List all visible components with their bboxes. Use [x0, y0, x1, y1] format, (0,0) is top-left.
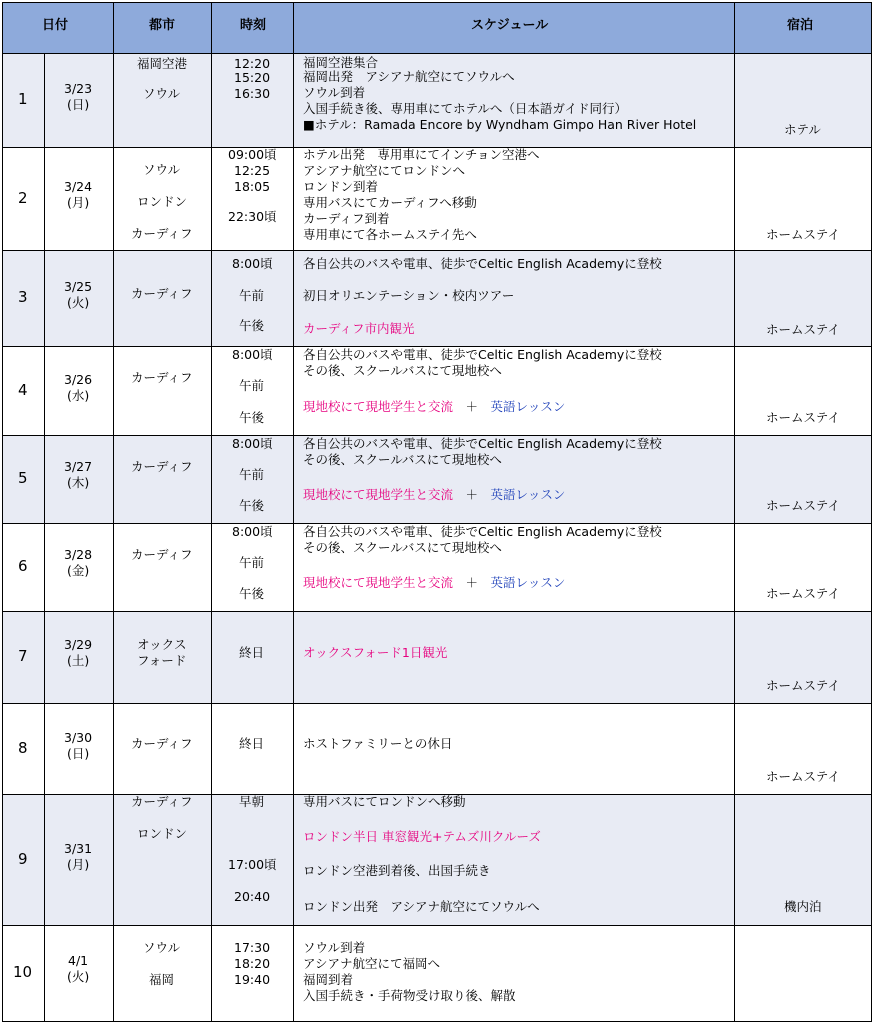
lodging-text: ホームステイ [766, 322, 840, 337]
lodging-text: ホームステイ [766, 410, 840, 425]
schedule-text: 福岡到着 [303, 972, 354, 987]
date-text: (月) [67, 195, 90, 210]
city-text: カーディフ [131, 370, 193, 385]
header-row-bg [2, 2, 871, 53]
schedule-line [303, 988, 516, 1004]
schedule-text: ソウル到着 [303, 940, 366, 955]
schedule-line [303, 940, 365, 956]
schedule-text: カーディフ市内観光 [303, 321, 415, 336]
day-number: 2 [18, 189, 28, 207]
date-text: 4/1 [68, 953, 89, 968]
schedule-line [303, 69, 515, 85]
date-text: (日) [67, 746, 90, 761]
city-text: カーディフ [131, 226, 193, 241]
grid-line [2, 611, 872, 612]
grid-line [2, 703, 872, 704]
schedule-line [303, 163, 465, 179]
date-text: (火) [67, 295, 90, 310]
time-text: 22:30頃 [228, 209, 277, 224]
grid-line [211, 2, 212, 1022]
time-text: 午前 [239, 555, 265, 570]
lodging-text: 機内泊 [784, 899, 822, 914]
date-text: (月) [67, 857, 90, 872]
time-text: 午前 [239, 378, 265, 393]
schedule-text: 現地校にて現地学生と交流 [303, 399, 454, 414]
header-lodging: 宿泊 [787, 18, 814, 33]
schedule-line [303, 575, 565, 591]
schedule-line [303, 147, 540, 163]
city-text: ソウル [143, 162, 181, 177]
schedule-line [303, 227, 477, 243]
date-text: 3/30 [64, 730, 93, 745]
grid-line [2, 2, 872, 3]
time-text: 18:20 [234, 956, 271, 971]
time-text: 12:20 [234, 56, 271, 71]
date-text: 3/25 [64, 279, 93, 294]
schedule-text: 福岡空港集合 [303, 55, 379, 70]
schedule-line [303, 899, 540, 915]
date-text: 3/26 [64, 372, 93, 387]
schedule-text: オックスフォード1日観光 [303, 645, 448, 660]
header-city: 都市 [149, 18, 176, 33]
time-text: 8:00頃 [232, 436, 273, 451]
schedule-text: ロンドン出発 アシアナ航空にてソウルへ [303, 899, 540, 914]
time-text: 17:30 [234, 940, 271, 955]
day-number: 4 [18, 381, 28, 399]
city-text: カーディフ [131, 736, 193, 751]
schedule-text: 専用車にて各ホームステイ先へ [303, 227, 477, 242]
grid-line [871, 2, 872, 1022]
city-text: 福岡空港 [137, 56, 188, 71]
schedule-line [303, 524, 662, 540]
lodging-text: ホームステイ [766, 769, 840, 784]
grid-line [2, 925, 872, 926]
lodging-text: ホームステイ [766, 227, 840, 242]
schedule-text: ホストファミリーとの休日 [303, 736, 453, 751]
schedule-line [303, 863, 491, 879]
city-text: 福岡 [149, 972, 175, 987]
day-number: 3 [18, 288, 28, 306]
time-text: 午後 [239, 586, 265, 601]
date-text: (土) [67, 653, 90, 668]
schedule-text: その後、スクールバスにて現地校へ [303, 452, 502, 467]
time-text: 18:05 [234, 179, 271, 194]
schedule-line [303, 321, 415, 337]
time-text: 終日 [239, 645, 265, 660]
time-text: 09:00頃 [228, 147, 277, 162]
schedule-text: 入国手続き後、専用車にてホテルへ（日本語ガイド同行） [303, 101, 628, 116]
schedule-line [303, 101, 627, 117]
time-text: 17:00頃 [228, 857, 277, 872]
schedule-line [303, 211, 390, 227]
day-number: 6 [18, 557, 28, 575]
date-text: (木) [67, 475, 90, 490]
schedule-line [303, 436, 662, 452]
schedule-text: ■ホテル：Ramada Encore by Wyndham Gimpo Han River Hotel [303, 117, 697, 132]
schedule-text: 英語レッスン [490, 487, 566, 502]
schedule-text: 専用バスにてロンドンへ移動 [303, 794, 466, 809]
city-text: カーディフ [131, 547, 193, 562]
time-text: 12:25 [234, 163, 271, 178]
schedule-text: 現地校にて現地学生と交流 [303, 575, 454, 590]
grid-line [293, 2, 294, 1022]
city-text: ソウル [143, 940, 181, 955]
schedule-line [303, 347, 662, 363]
date-text: 3/28 [64, 547, 93, 562]
schedule-text: 入国手続き・手荷物受け取り後、解散 [303, 988, 516, 1003]
schedule-text: 現地校にて現地学生と交流 [303, 487, 454, 502]
time-text: 午後 [239, 410, 265, 425]
schedule-text: カーディフ到着 [303, 211, 390, 226]
time-text: 16:30 [234, 86, 271, 101]
schedule-text: その後、スクールバスにて現地校へ [303, 540, 502, 555]
city-text: カーディフ [131, 459, 193, 474]
day-number: 5 [18, 469, 28, 487]
date-text: 3/31 [64, 841, 93, 856]
date-text: (金) [67, 563, 90, 578]
schedule-line [303, 399, 565, 415]
time-text: 午前 [239, 288, 265, 303]
schedule-text: ＋ [453, 487, 491, 502]
lodging-text: ホームステイ [766, 498, 840, 513]
schedule-line [303, 487, 565, 503]
day-number: 8 [18, 739, 28, 757]
schedule-text: ＋ [453, 575, 491, 590]
time-text: 早朝 [239, 794, 265, 809]
city-text: ソウル [143, 86, 181, 101]
day-number: 10 [13, 963, 33, 981]
schedule-text: アシアナ航空にて福岡へ [303, 956, 441, 971]
date-text: (日) [67, 97, 90, 112]
schedule-text: 英語レッスン [490, 399, 566, 414]
time-text: 8:00頃 [232, 524, 273, 539]
city-text: フォード [137, 653, 187, 668]
time-text: 午後 [239, 498, 265, 513]
schedule-text: 福岡出発 アシアナ航空にてソウルへ [303, 69, 515, 84]
schedule-text: ホテル出発 専用車にてインチョン空港へ [303, 147, 540, 162]
time-text: 20:40 [234, 889, 271, 904]
time-text: 終日 [239, 736, 265, 751]
schedule-text: 各自公共のバスや電車、徒歩でCeltic English Academyに登校 [303, 436, 662, 451]
city-text: ロンドン [137, 194, 188, 209]
schedule-line [303, 179, 378, 195]
schedule-line [303, 195, 477, 211]
schedule-line [303, 794, 466, 810]
schedule-text: ソウル到着 [303, 85, 366, 100]
schedule-text: 初日オリエンテーション・校内ツアー [303, 288, 515, 303]
time-text: 午後 [239, 318, 265, 333]
schedule-text: 英語レッスン [490, 575, 566, 590]
lodging-text: ホテル [784, 122, 821, 137]
grid-line [2, 1021, 872, 1022]
schedule-line [303, 117, 696, 133]
date-text: 3/29 [64, 637, 93, 652]
grid-line [734, 2, 735, 1022]
day-number: 1 [18, 90, 28, 108]
schedule-text: ロンドン空港到着後、出国手続き [303, 863, 491, 878]
header-time: 時刻 [240, 18, 267, 33]
schedule-text: その後、スクールバスにて現地校へ [303, 363, 502, 378]
schedule-text: 専用バスにてカーディフへ移動 [303, 195, 477, 210]
schedule-line [303, 85, 365, 101]
date-text: 3/23 [64, 81, 93, 96]
schedule-text: ロンドン到着 [303, 179, 379, 194]
day-number: 7 [18, 647, 28, 665]
schedule-text: ロンドン半日 車窓観光+テムズ川クルーズ [303, 829, 541, 844]
city-text: カーディフ [131, 286, 193, 301]
schedule-line [303, 829, 541, 845]
schedule-line [303, 645, 447, 661]
time-text: 午前 [239, 467, 265, 482]
day-number: 9 [18, 850, 28, 868]
schedule-line [303, 956, 440, 972]
lodging-text: ホームステイ [766, 678, 840, 693]
time-text: 15:20 [234, 70, 271, 85]
city-text: ロンドン [137, 826, 188, 841]
city-text: オックス [137, 637, 187, 652]
schedule-text: ＋ [453, 399, 491, 414]
schedule-line [303, 972, 353, 988]
schedule-line [303, 452, 502, 468]
time-text: 19:40 [234, 972, 271, 987]
grid-line [2, 2, 3, 1022]
time-text: 8:00頃 [232, 256, 273, 271]
table-row-bg [2, 925, 871, 1021]
city-text: カーディフ [131, 794, 193, 809]
schedule-line [303, 736, 452, 752]
grid-line [2, 53, 872, 54]
schedule-line [303, 540, 502, 556]
header-date: 日付 [42, 18, 69, 33]
schedule-text: 各自公共のバスや電車、徒歩でCeltic English Academyに登校 [303, 256, 662, 271]
schedule-text: 各自公共のバスや電車、徒歩でCeltic English Academyに登校 [303, 524, 662, 539]
grid-line [113, 2, 114, 1022]
date-text: (水) [67, 388, 90, 403]
grid-line [2, 250, 872, 251]
grid-line [44, 53, 45, 1022]
date-text: (火) [67, 969, 90, 984]
lodging-text: ホームステイ [766, 586, 840, 601]
schedule-text: アシアナ航空にてロンドンへ [303, 163, 466, 178]
date-text: 3/24 [64, 179, 93, 194]
schedule-text: 各自公共のバスや電車、徒歩でCeltic English Academyに登校 [303, 347, 662, 362]
header-schedule: スケジュール [471, 18, 549, 33]
date-text: 3/27 [64, 459, 93, 474]
schedule-line [303, 256, 662, 272]
schedule-line [303, 288, 514, 304]
time-text: 8:00頃 [232, 347, 273, 362]
schedule-line [303, 363, 502, 379]
